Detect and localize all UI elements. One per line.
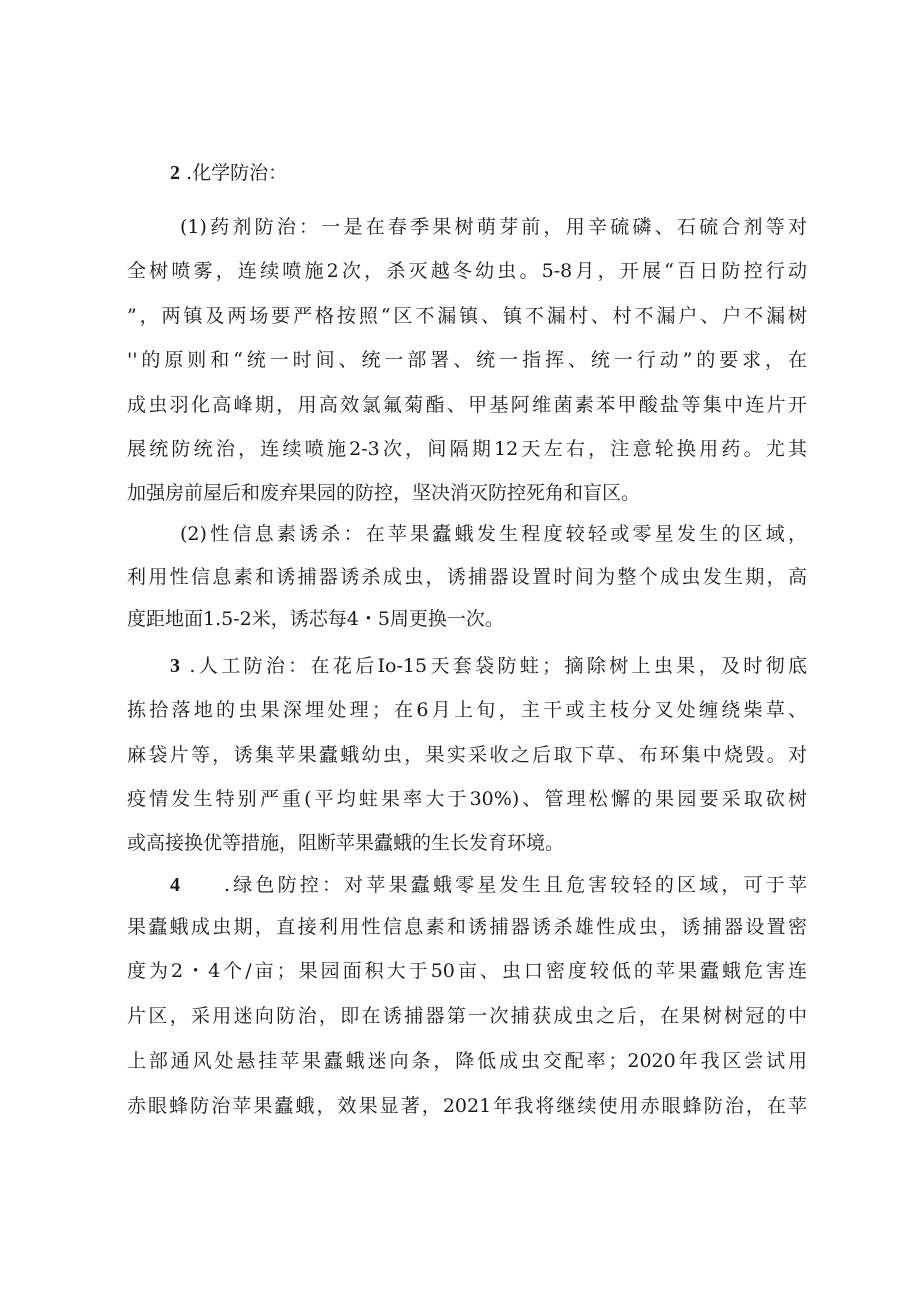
item-1-line: 全树喷雾，连续喷施2次，杀灭越冬幼虫。5-8月，开展“百日防控行动: [127, 260, 807, 282]
section-2-heading: [170, 160, 287, 186]
section-3-text: .人工防治：在花后Io-15天套袋防蛀；摘除树上虫果，及时彻底: [189, 655, 807, 677]
section-4-line: 赤眼蜂防治苹果蠹蛾，效果显著，2021年我将继续使用赤眼蜂防治，在苹: [127, 1095, 807, 1117]
section-2-number: 2: [170, 162, 180, 184]
item-1-line: 加强房前屋后和废弃果园的防控，坚决消灭防控死角和盲区。: [127, 482, 641, 504]
section-4-line: 片区，采用迷向防治，即在诱捕器第一次捕获成虫之后，在果树树冠的中: [127, 1005, 807, 1027]
item-1-line: 成虫羽化高峰期，用高效氯氟菊酯、甲基阿维菌素苯甲酸盐等集中连片开: [127, 394, 807, 416]
section-4-first-line: [170, 872, 807, 898]
item-2-line: 度距地面1.5-2米，诱芯每4・5周更换一次。: [127, 608, 504, 630]
section-3-number: 3: [170, 655, 180, 677]
item-2-line: 利用性信息素和诱捕器诱杀成虫，诱捕器设置时间为整个成虫发生期，高: [127, 566, 807, 588]
section-3-first-line: [170, 653, 807, 679]
item-1-line: ”，两镇及两场要严格按照“区不漏镇、镇不漏村、村不漏户、户不漏树: [127, 305, 807, 327]
section-4-line: 度为2・4个/亩；果园面积大于50亩、虫口密度较低的苹果蠹蛾危害连: [127, 960, 807, 982]
item-1-line: (1)药剂防治：一是在春季果树萌芽前，用辛硫磷、石硫合剂等对: [180, 216, 807, 238]
section-3-line: 疫情发生特别严重(平均蛀果率大于30%)、管理松懈的果园要采取砍树: [127, 788, 807, 810]
section-3-line: 或高接换优等措施，阻断苹果蠹蛾的生长发育环境。: [127, 832, 565, 854]
section-3-line: 麻袋片等，诱集苹果蠹蛾幼虫，果实采收之后取下草、布环集中烧毁。对: [127, 744, 807, 766]
item-2-line: (2)性信息素诱杀：在苹果蠹蛾发生程度较轻或零星发生的区域，: [180, 523, 807, 545]
section-3-line: 拣拾落地的虫果深埋处理；在6月上旬，主干或主枝分叉处缠绕柴草、: [127, 699, 807, 721]
item-1-line: 展统防统治，连续喷施2-3次，间隔期12天左右，注意轮换用药。尤其: [127, 438, 807, 460]
section-4-line: 上部通风处悬挂苹果蠹蛾迷向条，降低成虫交配率；2020年我区尝试用: [127, 1050, 807, 1072]
section-4-text: .绿色防控：对苹果蠹蛾零星发生且危害较轻的区域，可于苹: [224, 874, 807, 896]
item-1-line: ''的原则和“统一时间、统一部署、统一指挥、统一行动”的要求，在: [127, 349, 807, 371]
section-2-title: .化学防治：: [186, 162, 288, 184]
section-4-line: 果蠹蛾成虫期，直接利用性信息素和诱捕器诱杀雄性成虫，诱捕器设置密: [127, 916, 807, 938]
section-4-number: 4: [170, 874, 180, 896]
